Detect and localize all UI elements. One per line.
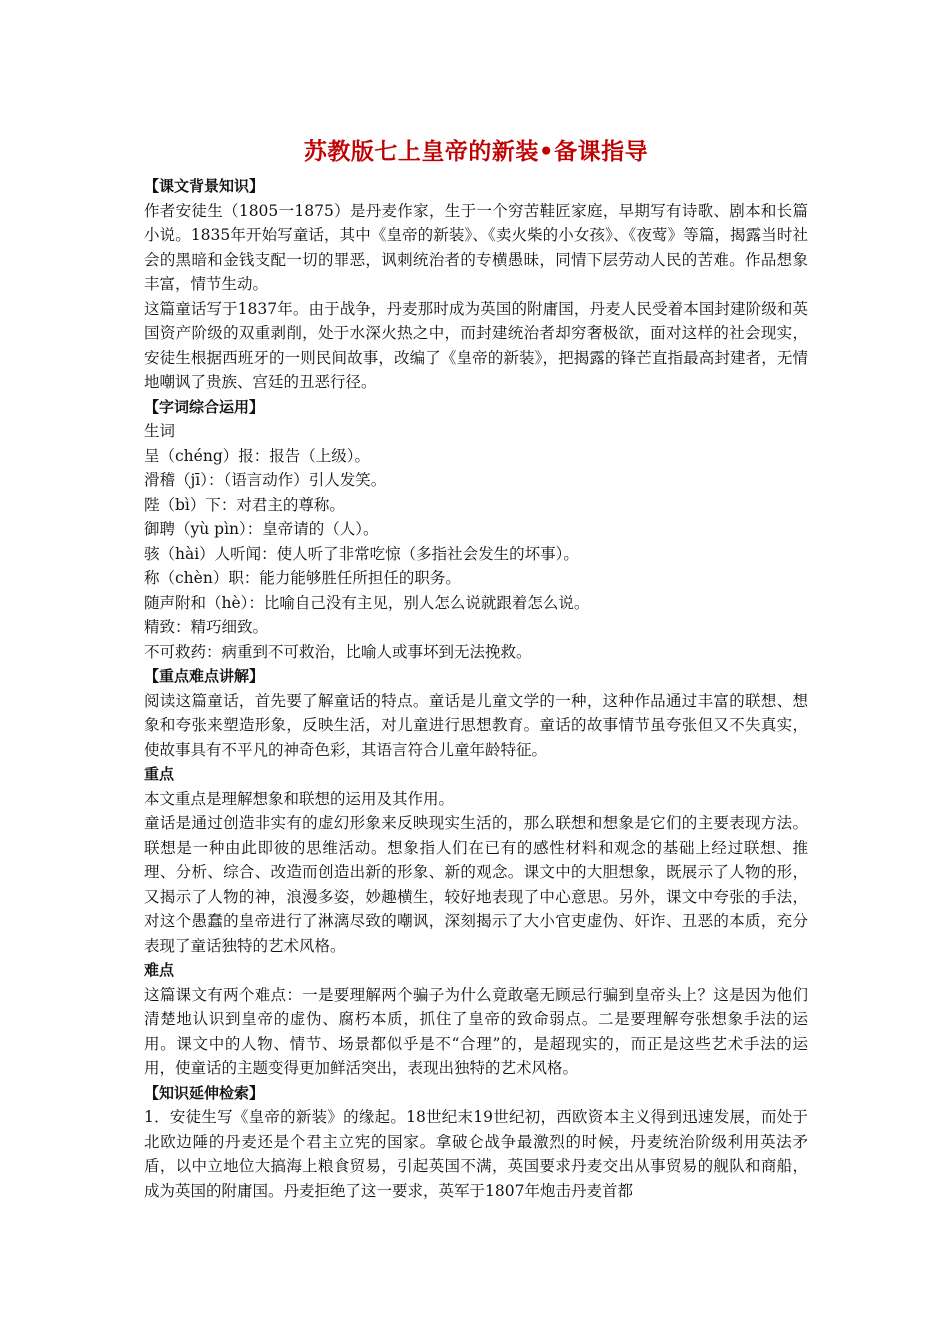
focus-paragraph: 童话是通过创造非实有的虚幻形象来反映现实生活的，那么联想和想象是它们的主要表现方法。联想是一种由此即彼的思维活动。想象指人们在已有的感性材料和观念的基础上经过联想、推理、分析、综合、改造而创造出新的形象、新的观念。课文中的大胆想象，既展示了人物的形，又揭示了人物的神，浪漫多姿，妙趣横生，较好地表现了中心意思。另外，课文中夸张的手法，对这个愚蠢的皇帝进行了淋漓尽致的嘲讽，深刻揭示了大小官吏虚伪、奸诈、丑恶的本质，充分表现了童话独特的艺术风格。 <box>144 814 808 955</box>
section-heading-extension: 【知识延伸检索】 <box>144 1083 265 1102</box>
difficulty-label: 难点 <box>144 961 175 979</box>
vocabulary-item: 称（chèn）职：能力能够胜任所担任的职务。 <box>144 569 461 587</box>
vocabulary-item: 滑稽（jī）：（语言动作）引人发笑。 <box>144 471 387 489</box>
document-page <box>144 130 808 1203</box>
difficulty-paragraph: 这篇课文有两个难点：一是要理解两个骗子为什么竟敢毫无顾忌行骗到皇帝头上？这是因为他们清楚地认识到皇帝的虚伪、腐朽本质，抓住了皇帝的致命弱点。二是要理解夸张想象手法的运用。课文中的人物、情节、场景都似乎是不“合理”的，是超现实的，而正是这些艺术手法的运用，使童话的主题变得更加鲜活突出，表现出独特的艺术风格。 <box>144 985 808 1077</box>
document-title: 苏教版七上皇帝的新装•备课指导 <box>303 139 649 165</box>
focus-label: 重点 <box>144 765 175 783</box>
section-heading-key-points: 【重点难点讲解】 <box>144 667 265 685</box>
vocabulary-item: 随声附和（hè）：比喻自己没有主见，别人怎么说就跟着怎么说。 <box>144 593 590 612</box>
vocabulary-item: 呈（chéng）报：报告（上级）。 <box>144 446 370 465</box>
vocabulary-item: 不可救药：病重到不可救治，比喻人或事坏到无法挽救。 <box>144 642 532 661</box>
vocabulary-item: 御聘（yù pìn）：皇帝请的（人）。 <box>144 520 379 538</box>
section-heading-vocabulary: 【字词综合运用】 <box>144 397 265 416</box>
extension-paragraph: 1．安徒生写《皇帝的新装》的缘起。18世纪末19世纪初，西欧资本主义得到迅速发展，而处于北欧边陲的丹麦还是个君主立宪的国家。拿破仑战争最激烈的时候，丹麦统治阶级利用英法矛盾，以中立地位大搞海上粮食贸易，引起英国不满，英国要求丹麦交出从事贸易的舰队和商船，成为英国的附庸国。丹麦拒绝了这一要求，英军于1807年炮击丹麦首都 <box>144 1108 808 1200</box>
background-paragraph: 作者安徒生（1805一1875）是丹麦作家，生于一个穷苦鞋匠家庭，早期写有诗歌、剧本和长篇小说。1835年开始写童话，其中《皇帝的新装》、《卖火柴的小女孩》、《夜莺》等篇，揭露当时社会的黑暗和金钱支配一切的罪恶，讽刺统治者的专横愚昧，同情下层劳动人民的苦难。作品想象丰富，情节生动。 <box>144 201 808 293</box>
vocabulary-item: 陛（bì）下：对君主的尊称。 <box>144 495 345 514</box>
section-heading-background: 【课文背景知识】 <box>144 177 265 195</box>
focus-paragraph: 本文重点是理解想象和联想的运用及其作用。 <box>144 789 455 808</box>
background-paragraph: 这篇童话写于1837年。由于战争，丹麦那时成为英国的附庸国，丹麦人民受着本国封建阶级和英国资产阶级的双重剥削，处于水深火热之中，而封建统治者却穷奢极欲，面对这样的社会现实，安徒生根据西班牙的一则民间故事，改编了《皇帝的新装》，把揭露的锋芒直指最高封建者，无情地嘲讽了贵族、宫廷的丑恶行径。 <box>144 299 808 391</box>
vocabulary-item: 精致：精巧细致。 <box>144 618 269 636</box>
key-points-intro: 阅读这篇童话，首先要了解童话的特点。童话是儿童文学的一种，这种作品通过丰富的联想、想象和夸张来塑造形象，反映生活，对儿童进行思想教育。童话的故事情节虽夸张但又不失真实，使故事具有不平凡的神奇色彩，其语言符合儿童年龄特征。 <box>144 691 808 759</box>
vocabulary-subheading: 生词 <box>144 422 176 440</box>
vocabulary-item: 骇（hài）人听闻：使人听了非常吃惊（多指社会发生的坏事）。 <box>144 544 579 563</box>
